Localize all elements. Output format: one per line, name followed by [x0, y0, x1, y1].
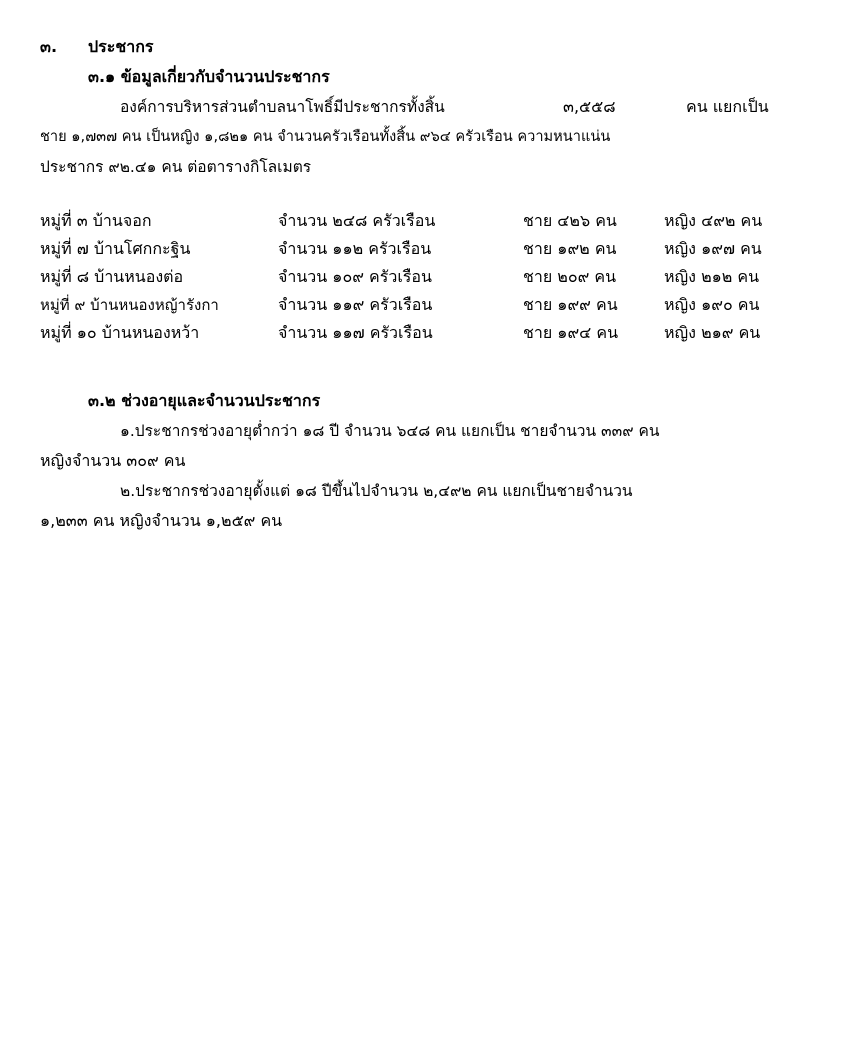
age-item-2-line-2: ๑,๒๓๓ คน หญิงจำนวน ๑,๒๕๙ คน	[40, 511, 283, 530]
village-male: ชาย ๔๒๖ คน	[523, 211, 617, 230]
village-male: ชาย ๑๙๙ คน	[523, 295, 618, 314]
section-number: ๓.	[40, 37, 58, 56]
village-name: หมู่ที่ ๘ บ้านหนองต่อ	[40, 267, 184, 286]
age-item-2-line-1: ๒.ประชากรช่วงอายุตั้งแต่ ๑๘ ปีขึ้นไปจำนวน ๒,๔๙๒ คน แยกเป็นชายจำนวน	[120, 482, 633, 500]
subsection-heading-3-1: ๓.๑ ข้อมูลเกี่ยวกับจำนวนประชากร	[88, 67, 330, 86]
subsection-heading-3-2: ๓.๒ ช่วงอายุและจำนวนประชากร	[88, 391, 321, 410]
village-name: หมู่ที่ ๙ บ้านหนองหญ้ารังกา	[40, 296, 219, 314]
village-male: ชาย ๑๙๔ คน	[523, 323, 619, 342]
population-paragraph-line-1-end: คน แยกเป็น	[686, 97, 769, 116]
village-name: หมู่ที่ ๓ บ้านจอก	[40, 211, 152, 230]
section-title: ประชากร	[88, 37, 154, 56]
village-female: หญิง ๒๑๒ คน	[664, 267, 760, 286]
village-name: หมู่ที่ ๗ บ้านโศกกะฐิน	[40, 239, 191, 258]
village-households: จำนวน ๑๑๒ ครัวเรือน	[278, 239, 432, 258]
village-male: ชาย ๑๙๒ คน	[523, 239, 617, 258]
village-households: จำนวน ๑๑๙ ครัวเรือน	[278, 295, 433, 314]
village-female: หญิง ๔๙๒ คน	[664, 211, 763, 230]
village-households: จำนวน ๑๑๗ ครัวเรือน	[278, 323, 433, 342]
population-total-value: ๓,๕๕๘	[563, 97, 616, 116]
village-name: หมู่ที่ ๑๐ บ้านหนองหว้า	[40, 323, 200, 342]
village-male: ชาย ๒๐๙ คน	[523, 267, 617, 286]
age-item-1-line-2: หญิงจำนวน ๓๐๙ คน	[40, 451, 186, 470]
village-female: หญิง ๑๙๗ คน	[664, 239, 762, 258]
village-female: หญิง ๒๑๙ คน	[664, 323, 761, 342]
age-item-1-line-1: ๑.ประชากรช่วงอายุต่ำกว่า ๑๘ ปี จำนวน ๖๔๘ คน แยกเป็น ชายจำนวน ๓๓๙ คน	[120, 422, 660, 440]
village-female: หญิง ๑๙๐ คน	[664, 295, 760, 314]
village-households: จำนวน ๒๔๘ ครัวเรือน	[278, 211, 436, 230]
population-paragraph-line-1: องค์การบริหารส่วนตำบลนาโพธิ์มีประชากรทั้งสิ้น	[120, 98, 445, 116]
population-paragraph-line-2: ชาย ๑,๗๓๗ คน เป็นหญิง ๑,๘๒๑ คน จำนวนครัวเรือนทั้งสิ้น ๙๖๔ ครัวเรือน ความหนาแน่น	[40, 128, 611, 145]
village-households: จำนวน ๑๐๙ ครัวเรือน	[278, 267, 432, 286]
population-paragraph-line-3: ประชากร ๙๒.๔๑ คน ต่อตารางกิโลเมตร	[40, 158, 312, 176]
